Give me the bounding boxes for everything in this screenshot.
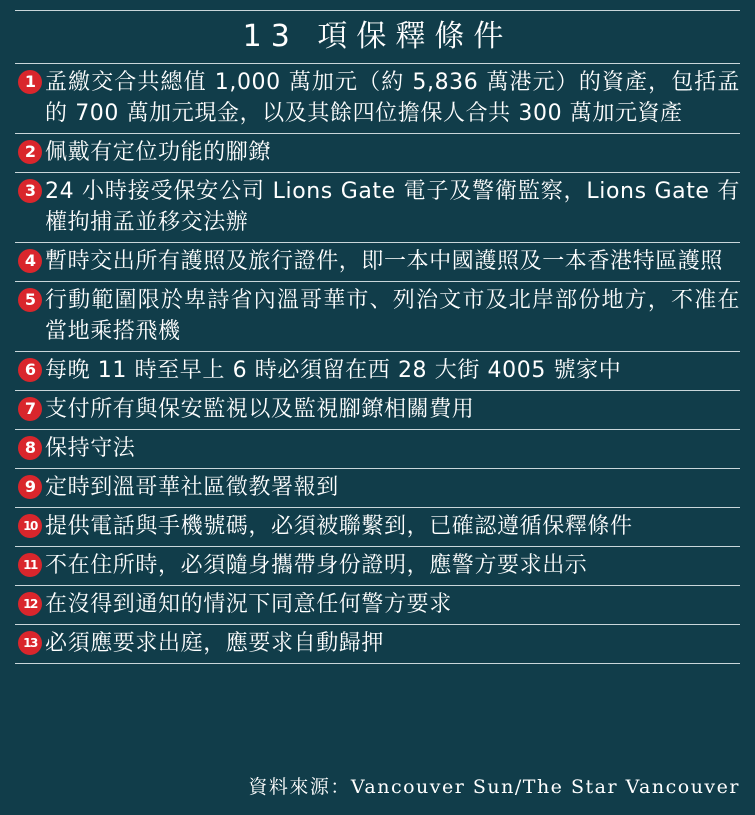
- panel-title: 13 項保釋條件: [15, 10, 740, 64]
- condition-number-badge: 3: [18, 179, 42, 203]
- condition-number-badge: 7: [18, 397, 42, 421]
- condition-item: [15, 243, 740, 282]
- condition-number-badge: 12: [18, 592, 42, 616]
- condition-text: 孟繳交合共總值 1,000 萬加元（約 5,836 萬港元）的資產，包括孟的 700 萬加元現金，以及其餘四位擔保人合共 300 萬加元資產: [45, 70, 740, 126]
- condition-number-badge: 11: [18, 553, 42, 577]
- condition-text: 每晚 11 時至早上 6 時必須留在西 28 大街 4005 號家中: [45, 358, 622, 383]
- condition-item: [15, 64, 740, 134]
- condition-text: 行動範圍限於卑詩省內溫哥華市、列治文市及北岸部份地方，不准在當地乘搭飛機: [45, 288, 740, 344]
- conditions-list: [15, 64, 740, 664]
- condition-item: [15, 547, 740, 586]
- condition-item: [15, 625, 740, 664]
- condition-item: [15, 134, 740, 173]
- bail-conditions-panel: [15, 10, 740, 664]
- condition-text: 佩戴有定位功能的腳鐐: [45, 140, 272, 165]
- condition-text: 保持守法: [45, 436, 136, 461]
- condition-number-badge: 8: [18, 436, 42, 460]
- condition-item: [15, 352, 740, 391]
- condition-item: [15, 282, 740, 352]
- condition-number-badge: 10: [18, 514, 42, 538]
- condition-item: [15, 469, 740, 508]
- condition-text: 在沒得到通知的情況下同意任何警方要求: [45, 592, 452, 617]
- condition-text: 定時到溫哥華社區徵教署報到: [45, 475, 339, 500]
- condition-text: 24 小時接受保安公司 Lions Gate 電子及警衛監察，Lions Gate 有權拘捕孟並移交法辦: [45, 179, 740, 235]
- condition-number-badge: 13: [18, 631, 42, 655]
- condition-number-badge: 9: [18, 475, 42, 499]
- condition-text: 必須應要求出庭，應要求自動歸押: [45, 631, 385, 656]
- condition-text: 支付所有與保安監視以及監視腳鐐相關費用: [45, 397, 475, 422]
- condition-item: [15, 586, 740, 625]
- source-credit: 資料來源：Vancouver Sun/The Star Vancouver: [248, 776, 740, 798]
- condition-number-badge: 5: [18, 288, 42, 312]
- condition-number-badge: 2: [18, 140, 42, 164]
- condition-item: [15, 508, 740, 547]
- condition-text: 提供電話與手機號碼，必須被聯繫到，已確認遵循保釋條件: [45, 514, 633, 539]
- condition-item: [15, 173, 740, 243]
- condition-number-badge: 1: [18, 70, 42, 94]
- condition-text: 暫時交出所有護照及旅行證件，即一本中國護照及一本香港特區護照: [45, 249, 724, 274]
- condition-text: 不在住所時，必須隨身攜帶身份證明，應警方要求出示: [45, 553, 588, 578]
- condition-item: [15, 391, 740, 430]
- condition-number-badge: 4: [18, 249, 42, 273]
- condition-item: [15, 430, 740, 469]
- condition-number-badge: 6: [18, 358, 42, 382]
